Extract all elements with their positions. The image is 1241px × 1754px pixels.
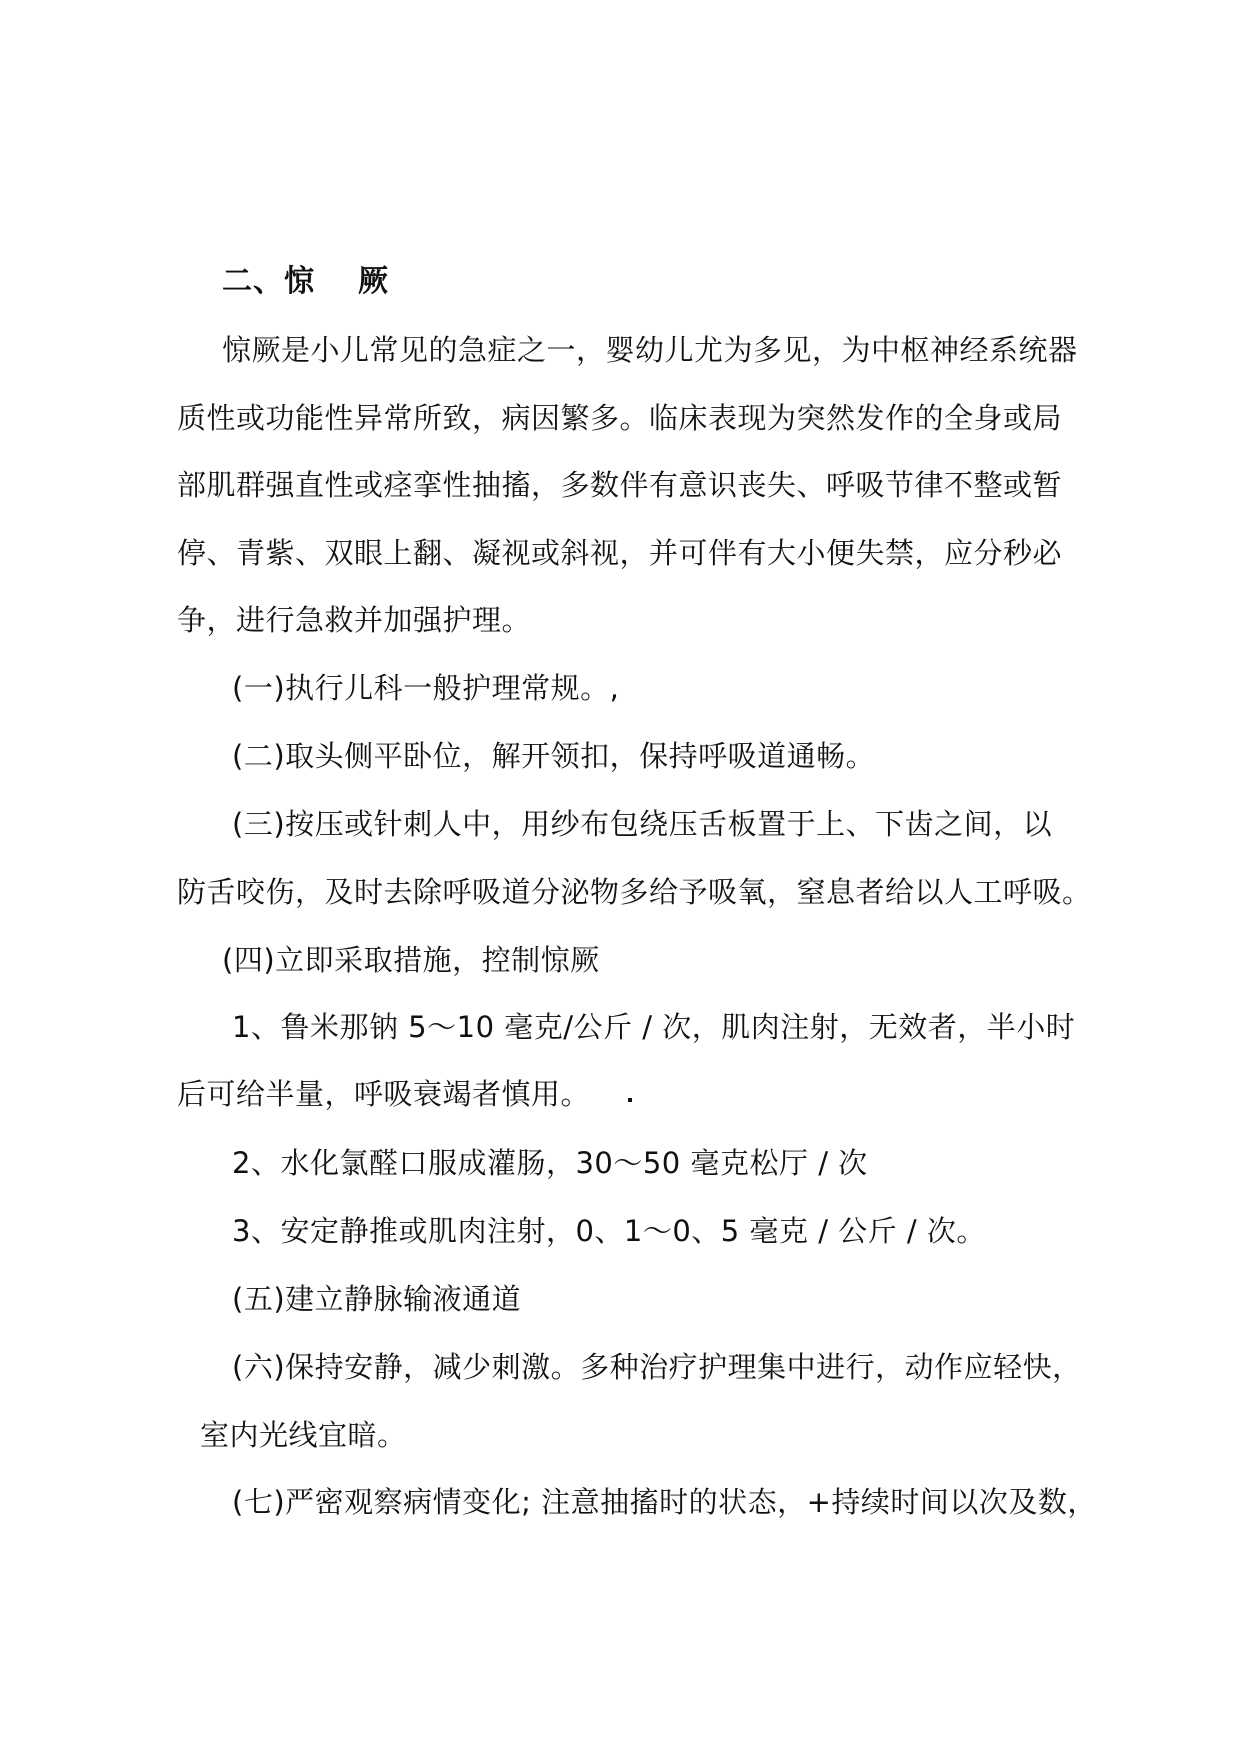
intro-line-5: 争，进行急救并加强护理。 xyxy=(177,603,532,637)
stray-dot-mark xyxy=(628,1098,632,1102)
list-item-3-line-2: 防舌咬伤，及时去除呼吸道分泌物多给予吸氧，窒息者给以人工呼吸。 xyxy=(177,875,1092,909)
list-item-4: (四)立即采取措施，控制惊厥 xyxy=(222,943,600,977)
intro-line-1: 惊厥是小儿常见的急症之一，婴幼儿尤为多见，为中枢神经系统器 xyxy=(222,333,1078,367)
list-item-5: (五)建立静脉输液通道 xyxy=(232,1282,522,1316)
list-item-7: (七)严密观察病情变化; 注意抽搐时的状态，+持续时间以次及数， xyxy=(232,1485,1097,1519)
sub-item-1-line-2: 后可给半量，呼吸衰竭者慎用。 xyxy=(177,1077,591,1111)
list-item-1: (一)执行儿科一般护理常规。, xyxy=(232,671,620,705)
sub-item-3: 3、安定静推或肌肉注射，0、1～0、5 毫克 / 公斤 / 次。 xyxy=(232,1214,986,1248)
intro-line-2: 质性或功能性异常所致，病因繁多。临床表现为突然发作的全身或局 xyxy=(177,401,1063,435)
list-item-3-line-1: (三)按压或针刺人中，用纱布包绕压舌板置于上、下齿之间，以 xyxy=(232,807,1053,841)
list-item-6-line-1: (六)保持安静，减少刺激。多种治疗护理集中进行，动作应轻快， xyxy=(232,1350,1082,1384)
intro-line-3: 部肌群强直性或痉挛性抽搐，多数伴有意识丧失、呼吸节律不整或暂 xyxy=(177,468,1063,502)
list-item-2: (二)取头侧平卧位，解开领扣，保持呼吸道通畅。 xyxy=(232,739,876,773)
sub-item-2: 2、水化氯醛口服成灌肠，30～50 毫克松厅 / 次 xyxy=(232,1146,868,1180)
section-number: 二、 xyxy=(222,264,284,299)
section-heading xyxy=(222,264,432,300)
list-item-6-line-2: 室内光线宜暗。 xyxy=(200,1418,407,1452)
section-title: 惊厥 xyxy=(284,264,432,299)
intro-line-4: 停、青紫、双眼上翻、凝视或斜视，并可伴有大小便失禁，应分秒必 xyxy=(177,536,1063,570)
sub-item-1-line-1: 1、鲁米那钠 5～10 毫克/公斤 / 次，肌肉注射，无效者，半小时 xyxy=(232,1010,1076,1044)
